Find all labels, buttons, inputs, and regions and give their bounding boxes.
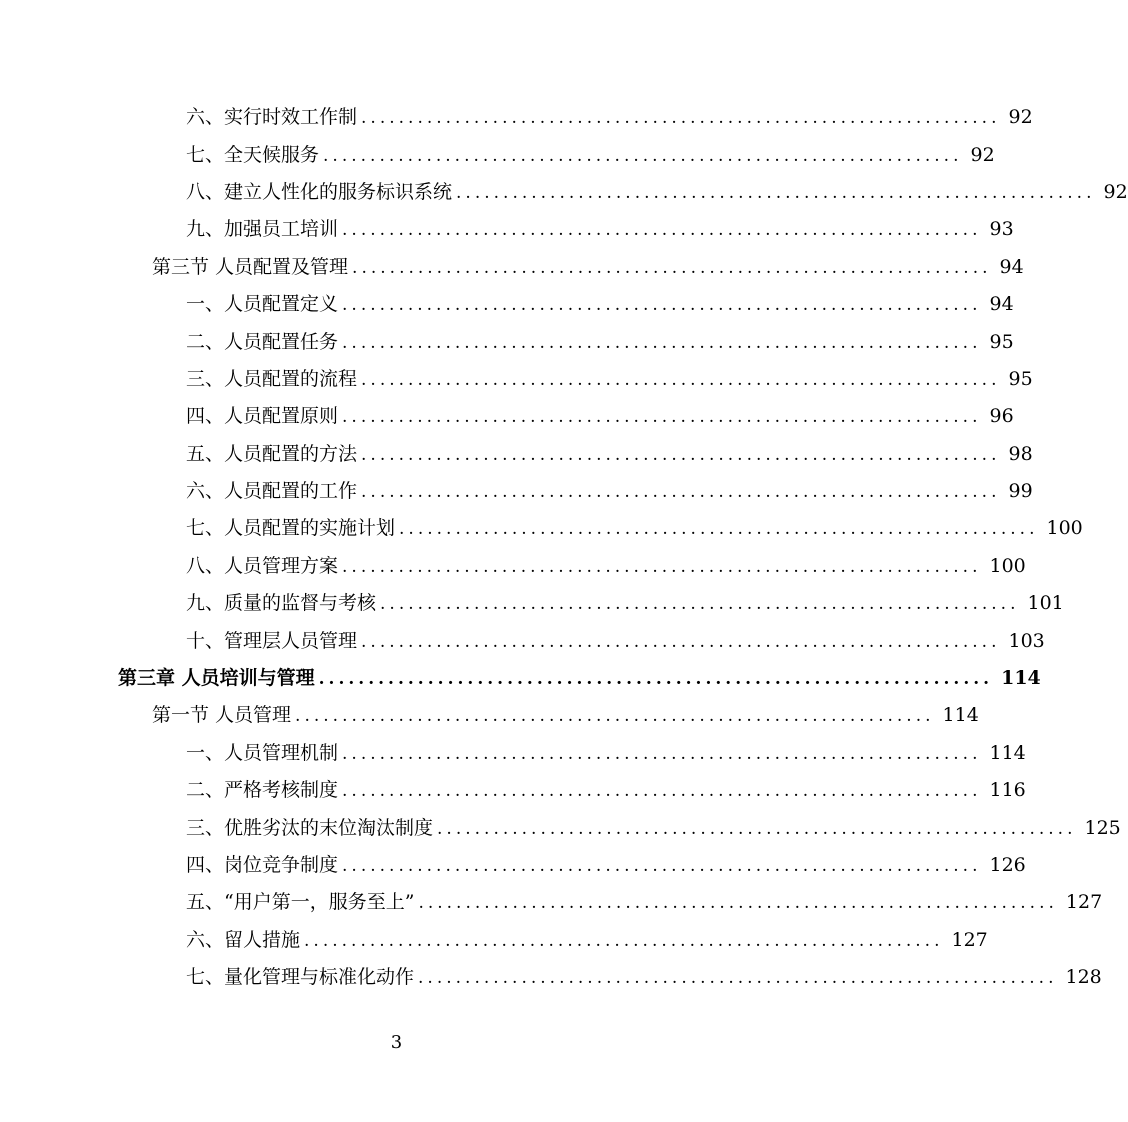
toc-dot-leader: .................................................................... bbox=[342, 332, 982, 353]
page-number: 3 bbox=[390, 1032, 403, 1053]
toc-entry-label: 六、人员配置的工作 bbox=[186, 480, 358, 503]
toc-dot-leader: .................................................................... bbox=[361, 631, 1001, 652]
toc-entry-page: 103 bbox=[1008, 629, 1045, 652]
toc-entry-page: 93 bbox=[989, 218, 1014, 241]
toc-entry-page: 94 bbox=[989, 293, 1014, 316]
toc-dot-leader: .................................................................... bbox=[361, 108, 1001, 129]
toc-entry-page: 92 bbox=[970, 143, 995, 166]
toc-dot-leader: .................................................................... bbox=[295, 706, 935, 727]
toc-dot-leader: .................................................................... bbox=[342, 295, 982, 316]
toc-entry[interactable] bbox=[186, 548, 1026, 585]
toc-entry-label: 三、人员配置的流程 bbox=[186, 367, 358, 390]
toc-entry-page: 95 bbox=[989, 330, 1014, 353]
toc-entry[interactable] bbox=[186, 473, 1033, 510]
toc-entry-label: 七、全天候服务 bbox=[186, 143, 320, 166]
toc-dot-leader: .................................................................... bbox=[418, 968, 1058, 989]
toc-dot-leader: .................................................................... bbox=[418, 893, 1058, 914]
toc-entry-page: 98 bbox=[1008, 442, 1033, 465]
toc-dot-leader: .................................................................... bbox=[456, 182, 1096, 203]
toc-dot-leader: .................................................................... bbox=[342, 407, 982, 428]
toc-entry-label: 五、“用户第一，服务至上” bbox=[186, 891, 415, 914]
toc-entry-page: 127 bbox=[951, 928, 988, 951]
toc-entry-page: 96 bbox=[989, 405, 1014, 428]
toc-entry[interactable] bbox=[186, 361, 1033, 398]
toc-entry[interactable] bbox=[152, 697, 979, 734]
toc-entry-page: 114 bbox=[1001, 667, 1041, 690]
toc-entry[interactable] bbox=[186, 510, 1083, 547]
toc-entry-label: 六、留人措施 bbox=[186, 928, 301, 951]
toc-entry[interactable] bbox=[186, 847, 1026, 884]
toc-entry-page: 100 bbox=[1046, 517, 1083, 540]
toc-dot-leader: .................................................................... bbox=[352, 257, 992, 278]
toc-dot-leader: .................................................................... bbox=[437, 818, 1077, 839]
toc-dot-leader: .................................................................... bbox=[380, 594, 1020, 615]
toc-entry-label: 一、人员管理机制 bbox=[186, 741, 339, 764]
toc-entry-page: 101 bbox=[1027, 592, 1064, 615]
toc-entry-label: 四、人员配置原则 bbox=[186, 405, 339, 428]
toc-entry[interactable] bbox=[186, 174, 1128, 211]
toc-entry[interactable] bbox=[186, 99, 1033, 136]
toc-entry-label: 八、人员管理方案 bbox=[186, 554, 339, 577]
toc-entry-page: 114 bbox=[989, 741, 1026, 764]
toc-entry-label: 第三节 人员配置及管理 bbox=[152, 255, 349, 278]
toc-entry[interactable] bbox=[186, 436, 1033, 473]
toc-entry-label: 十、管理层人员管理 bbox=[186, 629, 358, 652]
toc-dot-leader: .................................................................... bbox=[342, 556, 982, 577]
toc-entry-page: 128 bbox=[1065, 966, 1102, 989]
toc-entry[interactable] bbox=[186, 585, 1064, 622]
toc-entry-page: 127 bbox=[1065, 891, 1103, 914]
toc-entry-label: 七、人员配置的实施计划 bbox=[186, 517, 396, 540]
toc-entry[interactable] bbox=[186, 772, 1026, 809]
toc-dot-leader: .................................................................... bbox=[361, 482, 1001, 503]
toc-entry-label: 七、量化管理与标准化动作 bbox=[186, 966, 415, 989]
toc-entry-label: 第三章 人员培训与管理 bbox=[118, 667, 315, 690]
toc-entry-page: 100 bbox=[989, 554, 1026, 577]
toc-entry-page: 92 bbox=[1103, 180, 1128, 203]
toc-entry-label: 六、实行时效工作制 bbox=[186, 106, 358, 129]
toc-dot-leader: .................................................................... bbox=[323, 145, 963, 166]
toc-dot-leader: .................................................................... bbox=[342, 220, 982, 241]
toc-entry[interactable] bbox=[118, 660, 1041, 697]
toc-entry-label: 八、建立人性化的服务标识系统 bbox=[186, 180, 453, 203]
toc-entry[interactable] bbox=[186, 211, 1014, 248]
toc-entry[interactable] bbox=[186, 398, 1014, 435]
toc-dot-leader: .................................................................... bbox=[361, 369, 1001, 390]
toc-entry[interactable] bbox=[186, 922, 988, 959]
toc-entry-label: 二、人员配置任务 bbox=[186, 330, 339, 353]
toc-entry-label: 九、质量的监督与考核 bbox=[186, 592, 377, 615]
toc-entry-label: 一、人员配置定义 bbox=[186, 293, 339, 316]
toc-entry[interactable] bbox=[186, 136, 995, 173]
toc-entry-label: 三、优胜劣汰的末位淘汰制度 bbox=[186, 816, 434, 839]
toc-entry[interactable] bbox=[186, 959, 1102, 996]
toc-entry-label: 四、岗位竞争制度 bbox=[186, 854, 339, 876]
toc-entry-label: 二、严格考核制度 bbox=[186, 779, 339, 802]
toc-entry-label: 第一节 人员管理 bbox=[152, 704, 292, 727]
toc-entry-page: 114 bbox=[942, 704, 979, 727]
toc-entry-page: 116 bbox=[989, 779, 1026, 802]
toc-entry-page: 125 bbox=[1084, 816, 1121, 839]
toc-entry[interactable] bbox=[186, 735, 1026, 772]
toc-dot-leader: .................................................................... bbox=[318, 669, 994, 690]
toc-entry-label: 五、人员配置的方法 bbox=[186, 442, 358, 465]
toc-entry[interactable] bbox=[186, 809, 1121, 846]
toc-entry[interactable] bbox=[186, 286, 1014, 323]
toc-entry-page: 94 bbox=[999, 255, 1024, 278]
toc-entry-page: 99 bbox=[1008, 480, 1033, 503]
toc-dot-leader: .................................................................... bbox=[399, 519, 1039, 540]
toc-entry-page: 95 bbox=[1008, 367, 1033, 390]
toc-entry[interactable] bbox=[186, 884, 1103, 921]
toc-entry[interactable] bbox=[152, 249, 1024, 286]
toc-dot-leader: .................................................................... bbox=[342, 856, 982, 876]
toc-dot-leader: .................................................................... bbox=[361, 444, 1001, 465]
toc-dot-leader: .................................................................... bbox=[304, 930, 944, 951]
toc-entry-page: 126 bbox=[989, 854, 1026, 876]
toc-entry-page: 92 bbox=[1008, 106, 1033, 129]
table-of-contents bbox=[0, 99, 1128, 996]
toc-entry[interactable] bbox=[186, 323, 1014, 360]
toc-dot-leader: .................................................................... bbox=[342, 743, 982, 764]
toc-dot-leader: .................................................................... bbox=[342, 781, 982, 802]
toc-entry[interactable] bbox=[186, 622, 1045, 659]
toc-entry-label: 九、加强员工培训 bbox=[186, 218, 339, 241]
